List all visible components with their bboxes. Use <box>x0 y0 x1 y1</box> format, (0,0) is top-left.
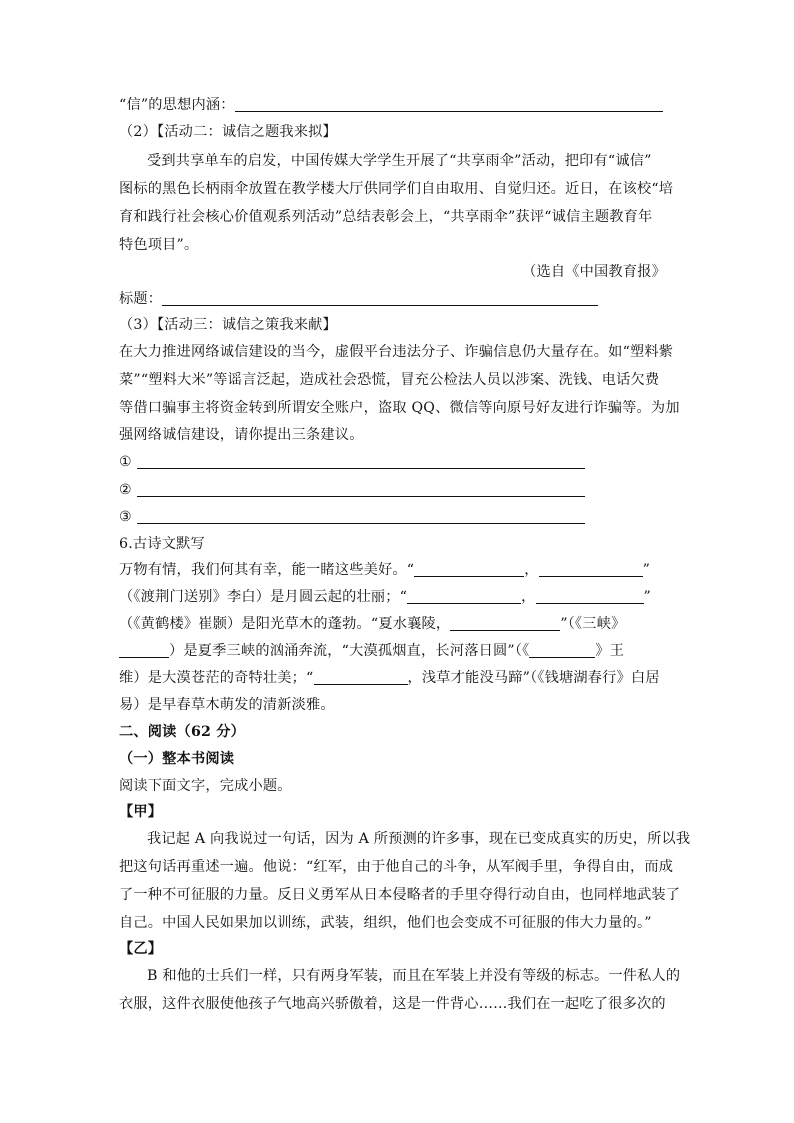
poem-blank-3[interactable] <box>407 589 521 604</box>
xin-meaning-answer-blank[interactable] <box>235 97 663 112</box>
poem-blank-1[interactable] <box>414 562 524 577</box>
yi-para-line-2: 衣服，这件衣服使他孩子气地高兴骄傲着，这是一件背心……我们在一起吃了很多次的 <box>119 996 666 1012</box>
suggestion-line-2 <box>119 480 585 500</box>
suggestion-marker-3: ③ <box>119 509 132 525</box>
poem-text-5a: 维）是大漠苍茫的奇特壮美；“ <box>119 670 314 686</box>
poem-text-2b: ， <box>521 589 536 605</box>
yi-para-line-1: B 和他的士兵们一样，只有两身军装，而且在军装上并没有等级的标志。一件私人的 <box>147 968 681 984</box>
section2-heading: 二、阅读（62 分） <box>119 724 245 740</box>
xin-meaning-line <box>119 95 663 115</box>
suggestion-marker-2: ② <box>119 482 132 498</box>
poem-blank-5[interactable] <box>450 616 560 631</box>
poem-text-2c: ” <box>643 589 651 605</box>
suggestion-blank-3[interactable] <box>137 509 585 524</box>
activity2-para-line-1: 受到共享单车的启发，中国传媒大学学生开展了“共享雨伞”活动，把印有“诚信” <box>147 153 652 169</box>
poem-text-1c: ” <box>642 562 651 578</box>
suggestion-blank-2[interactable] <box>137 482 585 497</box>
activity3-heading: （3）【活动三：诚信之策我来献】 <box>119 317 337 333</box>
poem-blank-2[interactable] <box>539 562 643 577</box>
poem-text-3b: ”（《三峡》 <box>560 616 626 632</box>
poem-text-4a: ）是夏季三峡的汹涌奔流，“大漠孤烟直，长河落日圆”（《 <box>169 643 530 659</box>
xin-meaning-label: “信”的思想内涵： <box>119 97 235 113</box>
poem-text-5b: ，浅草才能没马蹄”（《钱塘湖春行》白居 <box>407 670 660 686</box>
activity3-para-line-4: 强网络诚信建设，请你提出三条建议。 <box>119 427 364 443</box>
activity2-para-line-2: 图标的黑色长柄雨伞放置在教学楼大厅供同学们自由取用、自觉归还。近日，在该校“培 <box>119 181 674 197</box>
poem-text-2a: （《渡荆门送别》李白）是月圆云起的壮丽；“ <box>119 589 408 605</box>
activity2-heading: （2）【活动二：诚信之题我来拟】 <box>119 124 337 140</box>
poem-text-1b: ， <box>524 562 539 578</box>
poem-line-3 <box>119 614 625 634</box>
title-answer-blank[interactable] <box>162 291 598 306</box>
poem-text-3a: （《黄鹤楼》崔颢）是阳光草木的蓬勃。“夏水襄陵， <box>119 616 451 632</box>
poem-line-5 <box>119 668 660 688</box>
activity2-source: （选自《中国教育报》 <box>522 264 666 280</box>
passage-yi-label: 【乙】 <box>119 941 163 957</box>
poem-text-1a: 万物有情，我们何其有幸，能一睹这些美好。“ <box>119 562 415 578</box>
title-line <box>119 289 598 309</box>
activity2-para-line-3: 育和践行社会核心价值观系列活动”总结表彰会上，“共享雨伞”获评“诚信主题教育年 <box>119 209 653 225</box>
poem-line-1 <box>119 560 650 580</box>
jia-para-line-3: 了一种不可征服的力量。反日义勇军从日本侵略者的手里夺得行动自由，也同样地武装了 <box>119 887 681 903</box>
title-label: 标题： <box>119 291 163 307</box>
poem-line-2 <box>119 587 651 607</box>
jia-para-line-1: 我记起 A 向我说过一句话，因为 A 所预测的许多事，现在已变成真实的历史，所以我 <box>147 831 691 847</box>
activity3-para-line-1: 在大力推进网络诚信建设的当今，虚假平台违法分子、诈骗信息仍大量存在。如“塑料紫 <box>119 344 674 360</box>
suggestion-marker-1: ① <box>119 454 132 470</box>
jia-para-line-2: 把这句话再重述一遍。他说：“红军，由于他自己的斗争，从军阀手里，争得自由，而成 <box>119 859 674 875</box>
activity3-para-line-2: 菜”“塑料大米”等谣言泛起，造成社会恐慌，冒充公检法人员以涉案、洗钱、电话欠费 <box>119 372 660 388</box>
suggestion-line-3 <box>119 507 585 527</box>
poem-blank-8[interactable] <box>314 670 408 685</box>
passage-jia-label: 【甲】 <box>119 804 163 820</box>
activity3-para-line-3: 等借口骗事主将资金转到所谓安全账户，盗取 QQ、微信等向原号好友进行诈骗等。为加 <box>119 400 680 416</box>
poem-text-4b: 》王 <box>595 643 625 659</box>
poem-line-6: 易）是早春草木萌发的清新淡雅。 <box>119 697 335 713</box>
jia-para-line-4: 自己。中国人民如果加以训练，武装，组织，他们也会变成不可征服的伟大力量的。” <box>119 915 652 931</box>
poem-blank-4[interactable] <box>536 589 644 604</box>
suggestion-line-1 <box>119 452 585 472</box>
section2-sub1: （一）整本书阅读 <box>119 751 235 767</box>
suggestion-blank-1[interactable] <box>137 454 585 469</box>
activity2-para-line-4: 特色项目”。 <box>119 237 199 253</box>
reading-instruction: 阅读下面文字，完成小题。 <box>119 778 292 794</box>
q6-heading: 6.古诗文默写 <box>119 536 205 552</box>
poem-blank-7[interactable] <box>529 643 595 658</box>
poem-blank-6[interactable] <box>119 643 169 658</box>
poem-line-4 <box>119 641 624 661</box>
